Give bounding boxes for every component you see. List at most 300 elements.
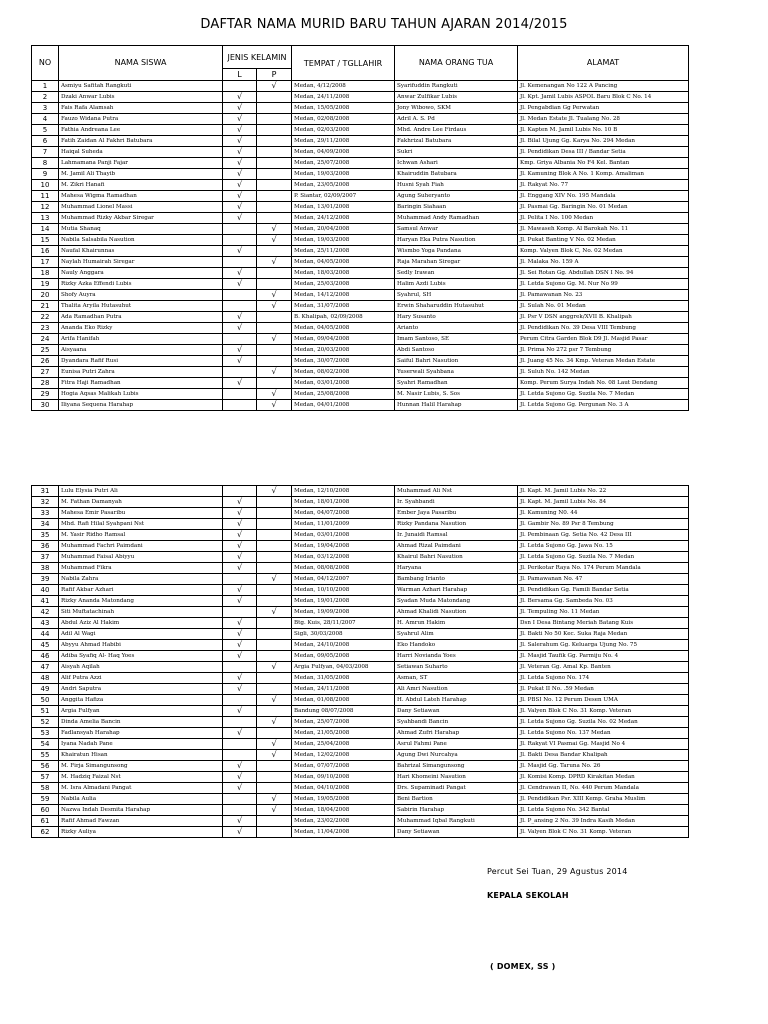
student-name: Abdul Aziz Al Hakim — [59, 618, 223, 629]
parent-name: Muhammad Andy Ramadhan — [395, 213, 518, 224]
row-no: 49 — [32, 684, 59, 695]
table-row — [32, 323, 689, 334]
row-no: 16 — [32, 246, 59, 257]
birth-place-date: Medan, 25/03/2008 — [292, 279, 395, 290]
address: Jl. Kemenangan No 122 A Pancing — [518, 81, 689, 92]
student-name: Eunisa Putri Zahra — [59, 367, 223, 378]
header-nama-siswa: NAMA SISWA — [59, 46, 223, 81]
gender-l-check: √ — [223, 728, 257, 739]
birth-place-date: Medan, 15/05/2008 — [292, 103, 395, 114]
student-name: Iyana Nadah Pane — [59, 739, 223, 750]
parent-name: Beni Bartion — [395, 794, 518, 805]
table-row — [32, 684, 689, 695]
gender-p-check: √ — [257, 235, 292, 246]
address: Jl. Pelita I No. 100 Medan — [518, 213, 689, 224]
gender-p-check — [257, 827, 292, 838]
student-name: Andri Saputra — [59, 684, 223, 695]
parent-name: Ember Jaya Pasaribu — [395, 508, 518, 519]
parent-name: Bambang Irianto — [395, 574, 518, 585]
address: Jl. P_ansing 2 No. 39 Indra Kasih Medan — [518, 816, 689, 827]
gender-p-check — [257, 706, 292, 717]
address: Jl. Veteran Gg. Amal Kp. Banten — [518, 662, 689, 673]
address: Jl. Rakyat VI Pasmai Gg. Masjid No 4 — [518, 739, 689, 750]
birth-place-date: Medan, 18/03/2008 — [292, 268, 395, 279]
row-no: 12 — [32, 202, 59, 213]
gender-p-check: √ — [257, 224, 292, 235]
row-no: 30 — [32, 400, 59, 411]
parent-name: Syahrul, SH — [395, 290, 518, 301]
birth-place-date: Medan, 02/03/2008 — [292, 125, 395, 136]
address: Jl. Pendidikan Gg. Famili Bandar Setia — [518, 585, 689, 596]
gender-l-check: √ — [223, 552, 257, 563]
address: Jl. Letda Sujono Gg. Pergunan No. 3 A — [518, 400, 689, 411]
birth-place-date: Medan, 18/04/2008 — [292, 805, 395, 816]
table-row — [32, 257, 689, 268]
address: Perum Citra Garden Blok D9 Jl. Masjid Pasar — [518, 334, 689, 345]
address: Jl. Kapt. M. Jamil Lubis No. 22 — [518, 486, 689, 497]
gender-p-check — [257, 268, 292, 279]
table-row — [32, 618, 689, 629]
row-no: 40 — [32, 585, 59, 596]
birth-place-date: Medan, 04/10/2008 — [292, 783, 395, 794]
parent-name: Fakhrizal Batubara — [395, 136, 518, 147]
student-name: Siti Muftatachinah — [59, 607, 223, 618]
table-row — [32, 706, 689, 717]
table-row — [32, 541, 689, 552]
parent-name: Ali Amri Nasution — [395, 684, 518, 695]
student-name: Mutia Shanaq — [59, 224, 223, 235]
address: Jl. Gambir No. 89 Psr 8 Tembung — [518, 519, 689, 530]
address: Jl. Komisi Komp. DPRD Kirakitan Medan — [518, 772, 689, 783]
row-no: 46 — [32, 651, 59, 662]
table-row — [32, 728, 689, 739]
address: Jl. Pengabdian Gg Perwatan — [518, 103, 689, 114]
address: Jl. Salerahum Gg. Keluarga Ujung No. 75 — [518, 640, 689, 651]
row-no: 7 — [32, 147, 59, 158]
gender-p-check — [257, 147, 292, 158]
row-no: 3 — [32, 103, 59, 114]
row-no: 47 — [32, 662, 59, 673]
gender-p-check: √ — [257, 400, 292, 411]
address: Jl. Kamuning Blok A No. 1 Komp. Amaliman — [518, 169, 689, 180]
row-no: 22 — [32, 312, 59, 323]
student-table-top — [31, 45, 689, 411]
student-name: Abyyu Ahmad Habibi — [59, 640, 223, 651]
student-name: Iliyana Sequena Harahap — [59, 400, 223, 411]
birth-place-date: Btg. Kuis, 28/11/2007 — [292, 618, 395, 629]
gender-p-check — [257, 816, 292, 827]
table-row — [32, 497, 689, 508]
row-no: 5 — [32, 125, 59, 136]
address: Jl. Pendidikan Psr. XIII Kemp. Graha Muslim — [518, 794, 689, 805]
gender-l-check — [223, 794, 257, 805]
row-no: 58 — [32, 783, 59, 794]
address: Dsn I Desa Bintang Meriah Batang Kuis — [518, 618, 689, 629]
table-row — [32, 783, 689, 794]
student-name: Fatih Zaidan Al Fakhri Batubara — [59, 136, 223, 147]
student-name: M. Zikri Hanafi — [59, 180, 223, 191]
student-name: Haiqal Suheda — [59, 147, 223, 158]
gender-l-check: √ — [223, 213, 257, 224]
gender-l-check: √ — [223, 169, 257, 180]
gender-p-check: √ — [257, 301, 292, 312]
birth-place-date: Argia Fulfyan, 04/03/2008 — [292, 662, 395, 673]
birth-place-date: Medan, 07/07/2008 — [292, 761, 395, 772]
address: Jl. Malaka No. 159 A — [518, 257, 689, 268]
birth-place-date: Medan, 11/04/2008 — [292, 827, 395, 838]
birth-place-date: Medan, 19/04/2008 — [292, 541, 395, 552]
table-row — [32, 574, 689, 585]
gender-p-check — [257, 585, 292, 596]
student-name: Fitra Haji Ramadhan — [59, 378, 223, 389]
gender-p-check — [257, 596, 292, 607]
table-row — [32, 301, 689, 312]
gender-p-check — [257, 541, 292, 552]
parent-name: Ahmad Khalidi Nasution — [395, 607, 518, 618]
table-row — [32, 224, 689, 235]
table-row — [32, 290, 689, 301]
gender-l-check: √ — [223, 827, 257, 838]
parent-name: Ichwan Ashari — [395, 158, 518, 169]
student-name: Mahesa Wigma Ramadhan — [59, 191, 223, 202]
parent-name: Asman, ST — [395, 673, 518, 684]
parent-name: Harri Novianda Yoes — [395, 651, 518, 662]
row-no: 57 — [32, 772, 59, 783]
student-name: M. Firja Simangunsong — [59, 761, 223, 772]
address: Jl. Pendidikan Desa III / Bandar Setia — [518, 147, 689, 158]
row-no: 42 — [32, 607, 59, 618]
row-no: 17 — [32, 257, 59, 268]
student-rows-bottom — [32, 486, 689, 838]
address: Jl. Pukat II No. .59 Medan — [518, 684, 689, 695]
parent-name: Hari Khomeini Nasution — [395, 772, 518, 783]
row-no: 59 — [32, 794, 59, 805]
student-name: Ananda Eko Rizky — [59, 323, 223, 334]
gender-l-check — [223, 607, 257, 618]
parent-name: Haryana — [395, 563, 518, 574]
parent-name: Asrul Fahmi Pane — [395, 739, 518, 750]
address: Jl. Letda Sujono No. 137 Medan — [518, 728, 689, 739]
birth-place-date: Medan, 20/03/2008 — [292, 345, 395, 356]
gender-l-check: √ — [223, 378, 257, 389]
gender-l-check: √ — [223, 246, 257, 257]
gender-l-check: √ — [223, 180, 257, 191]
student-name: Rafif Ahmad Fawzan — [59, 816, 223, 827]
header-nama-orang-tua: NAMA ORANG TUA — [395, 46, 518, 81]
row-no: 8 — [32, 158, 59, 169]
header-l: L — [223, 69, 257, 81]
gender-l-check — [223, 739, 257, 750]
gender-l-check: √ — [223, 816, 257, 827]
table-row — [32, 356, 689, 367]
gender-l-check: √ — [223, 530, 257, 541]
gender-l-check — [223, 486, 257, 497]
row-no: 9 — [32, 169, 59, 180]
gender-p-check — [257, 191, 292, 202]
student-name: Lahmamana Panji Fajar — [59, 158, 223, 169]
table-row — [32, 136, 689, 147]
parent-name: Sabirin Harahap — [395, 805, 518, 816]
birth-place-date: Medan, 14/12/2008 — [292, 290, 395, 301]
parent-name: M. Nasir Lubis, S. Sos — [395, 389, 518, 400]
row-no: 24 — [32, 334, 59, 345]
gender-l-check — [223, 290, 257, 301]
address: Jl. Letda Sujono Gg. Suzila No. 7 Medan — [518, 552, 689, 563]
parent-name: Mhd. Andre Lee Firdaus — [395, 125, 518, 136]
parent-name: Agung Dwi Nurcahya — [395, 750, 518, 761]
gender-l-check — [223, 81, 257, 92]
table-row — [32, 486, 689, 497]
student-name: Asmiyu Safitah Rangkuti — [59, 81, 223, 92]
student-name: Dinda Amelia Bancin — [59, 717, 223, 728]
address: Jl. Masjid Gg. Taruna No. 26 — [518, 761, 689, 772]
gender-p-check: √ — [257, 695, 292, 706]
student-name: Fais Rafa Alamsah — [59, 103, 223, 114]
address: Jl. Masjid Taufik Gg. Parmiju No. 4 — [518, 651, 689, 662]
birth-place-date: Medan, 04/09/2008 — [292, 147, 395, 158]
address: Jl. Kpt. Jamil Lubis ASPOL Baru Blok C No. 14 — [518, 92, 689, 103]
table-row — [32, 761, 689, 772]
gender-l-check: √ — [223, 629, 257, 640]
gender-p-check — [257, 356, 292, 367]
row-no: 25 — [32, 345, 59, 356]
gender-p-check — [257, 114, 292, 125]
gender-l-check — [223, 301, 257, 312]
gender-p-check — [257, 761, 292, 772]
address: Jl. Enggang XIV No. 195 Mandala — [518, 191, 689, 202]
birth-place-date: Sigli, 30/03/2008 — [292, 629, 395, 640]
parent-name: Ir. Syahbandi — [395, 497, 518, 508]
student-name: Aisyaana — [59, 345, 223, 356]
gender-l-check: √ — [223, 92, 257, 103]
address: Jl. Suluh No. 142 Medan — [518, 367, 689, 378]
student-rows-top — [32, 81, 689, 411]
gender-p-check: √ — [257, 750, 292, 761]
parent-name: Muhammad Iqbal Rangkuti — [395, 816, 518, 827]
gender-l-check: √ — [223, 640, 257, 651]
address: Jl. Kapten M. Jamil Lubis No. 10 B — [518, 125, 689, 136]
birth-place-date: Medan, 23/02/2008 — [292, 816, 395, 827]
parent-name: Halim Azdi Lubis — [395, 279, 518, 290]
table-row — [32, 103, 689, 114]
row-no: 53 — [32, 728, 59, 739]
gender-p-check — [257, 772, 292, 783]
student-name: Lulu Elysia Putri Ali — [59, 486, 223, 497]
gender-p-check — [257, 728, 292, 739]
row-no: 11 — [32, 191, 59, 202]
gender-p-check — [257, 640, 292, 651]
parent-name: Sukri — [395, 147, 518, 158]
birth-place-date: P. Siantar, 02/09/2007 — [292, 191, 395, 202]
table-row — [32, 629, 689, 640]
birth-place-date: Medan, 25/04/2008 — [292, 739, 395, 750]
parent-name: Hunnan Halil Harahap — [395, 400, 518, 411]
birth-place-date: Medan, 19/03/2008 — [292, 235, 395, 246]
table-row — [32, 651, 689, 662]
parent-name: H. Abdul Lateh Harahap — [395, 695, 518, 706]
row-no: 41 — [32, 596, 59, 607]
parent-name: Bahrizal Simangunsong — [395, 761, 518, 772]
student-name: Fathia Andreana Lee — [59, 125, 223, 136]
row-no: 20 — [32, 290, 59, 301]
gender-p-check: √ — [257, 805, 292, 816]
gender-l-check — [223, 717, 257, 728]
gender-l-check — [223, 750, 257, 761]
table-row — [32, 114, 689, 125]
gender-p-check: √ — [257, 662, 292, 673]
table-row — [32, 695, 689, 706]
address: Komp. Perum Surya Indah No. 08 Laut Dendang — [518, 378, 689, 389]
gender-p-check — [257, 378, 292, 389]
address: Komp. Valyen Blok C, No. 02 Medan — [518, 246, 689, 257]
student-name: Muhammad Fachri Paimdani — [59, 541, 223, 552]
parent-name: Raja Marahan Siregar — [395, 257, 518, 268]
gender-l-check: √ — [223, 356, 257, 367]
student-table-bottom — [31, 485, 689, 838]
parent-name: Drs. Supaminadi Pangat — [395, 783, 518, 794]
student-name: Mhd. Rafi Hilal Syahpani Nst — [59, 519, 223, 530]
gender-l-check — [223, 805, 257, 816]
table-row — [32, 246, 689, 257]
gender-p-check — [257, 783, 292, 794]
parent-name: Syahbandi Bancin — [395, 717, 518, 728]
birth-place-date: Medan, 24/12/2008 — [292, 213, 395, 224]
gender-p-check: √ — [257, 81, 292, 92]
row-no: 43 — [32, 618, 59, 629]
gender-p-check — [257, 618, 292, 629]
gender-p-check — [257, 563, 292, 574]
parent-name: Adril A. S. Pd — [395, 114, 518, 125]
table-row — [32, 552, 689, 563]
row-no: 31 — [32, 486, 59, 497]
student-name: Adil Al Wagi — [59, 629, 223, 640]
row-no: 23 — [32, 323, 59, 334]
gender-p-check — [257, 497, 292, 508]
birth-place-date: Medan, 02/08/2008 — [292, 114, 395, 125]
table-row — [32, 519, 689, 530]
address: Jl. Letda Sujono Gg. Jawa No. 15 — [518, 541, 689, 552]
principal-name: ( DOMEX, SS ) — [490, 962, 556, 971]
birth-place-date: Medan, 13/01/2008 — [292, 202, 395, 213]
birth-place-date: Medan, 10/10/2008 — [292, 585, 395, 596]
table-row — [32, 673, 689, 684]
row-no: 15 — [32, 235, 59, 246]
table-row — [32, 158, 689, 169]
gender-l-check: √ — [223, 563, 257, 574]
birth-place-date: Medan, 18/01/2008 — [292, 497, 395, 508]
birth-place-date: Medan, 09/05/2008 — [292, 651, 395, 662]
table-row — [32, 312, 689, 323]
gender-p-check: √ — [257, 607, 292, 618]
address: Jl. Valyen Blok C No. 31 Komp. Veteran — [518, 827, 689, 838]
row-no: 44 — [32, 629, 59, 640]
parent-name: Rizky Pandana Nasution — [395, 519, 518, 530]
parent-name: Warman Azhari Harahap — [395, 585, 518, 596]
gender-p-check — [257, 508, 292, 519]
gender-l-check: √ — [223, 519, 257, 530]
row-no: 10 — [32, 180, 59, 191]
gender-p-check — [257, 312, 292, 323]
student-name: Alif Putra Azzi — [59, 673, 223, 684]
parent-name: Eko Handoko — [395, 640, 518, 651]
gender-l-check: √ — [223, 191, 257, 202]
gender-p-check — [257, 651, 292, 662]
gender-l-check: √ — [223, 541, 257, 552]
place-date: Percut Sei Tuan, 29 Agustus 2014 — [487, 867, 628, 876]
parent-name: Setiawan Suharto — [395, 662, 518, 673]
row-no: 51 — [32, 706, 59, 717]
row-no: 19 — [32, 279, 59, 290]
address: Jl. Cendrawan II, No. 440 Perum Mandala — [518, 783, 689, 794]
student-name: Muhammad Faisal Abiyyu — [59, 552, 223, 563]
table-row — [32, 662, 689, 673]
parent-name: Samsul Anwar — [395, 224, 518, 235]
parent-name: Syahrul Alim — [395, 629, 518, 640]
student-name: Ada Ramadhan Putra — [59, 312, 223, 323]
header-no: NO — [32, 46, 59, 81]
row-no: 56 — [32, 761, 59, 772]
row-no: 61 — [32, 816, 59, 827]
gender-p-check: √ — [257, 486, 292, 497]
table-row — [32, 180, 689, 191]
birth-place-date: Medan, 04/05/2008 — [292, 323, 395, 334]
table-row — [32, 805, 689, 816]
address: Jl. PBSI No. 12 Perum Desen UMA — [518, 695, 689, 706]
address: Jl. Bersama Gg. Sambeda No. 03 — [518, 596, 689, 607]
student-name: Muhammad Rizky Akbar Siregar — [59, 213, 223, 224]
gender-l-check: √ — [223, 497, 257, 508]
table-row — [32, 334, 689, 345]
row-no: 62 — [32, 827, 59, 838]
table-row — [32, 268, 689, 279]
student-name: Arifa Hanifah — [59, 334, 223, 345]
table-row — [32, 530, 689, 541]
table-row — [32, 640, 689, 651]
gender-p-check — [257, 530, 292, 541]
gender-l-check: √ — [223, 618, 257, 629]
birth-place-date: Medan, 03/12/2008 — [292, 552, 395, 563]
table-row — [32, 816, 689, 827]
row-no: 28 — [32, 378, 59, 389]
gender-p-check — [257, 169, 292, 180]
gender-l-check: √ — [223, 158, 257, 169]
student-name: Rizky Azka Effendi Lubis — [59, 279, 223, 290]
table-row — [32, 739, 689, 750]
birth-place-date: Medan, 25/11/2008 — [292, 246, 395, 257]
birth-place-date: Medan, 12/02/2008 — [292, 750, 395, 761]
student-name: Anggita Hafiza — [59, 695, 223, 706]
row-no: 2 — [32, 92, 59, 103]
student-name: Rafif Akbar Azhari — [59, 585, 223, 596]
gender-l-check: √ — [223, 147, 257, 158]
gender-p-check — [257, 345, 292, 356]
table-row — [32, 279, 689, 290]
gender-p-check — [257, 180, 292, 191]
address: Jl. Letda Sujono Gg. M. Nur No 99 — [518, 279, 689, 290]
student-name: Adiba Syafiq Al- Haq Yoes — [59, 651, 223, 662]
row-no: 18 — [32, 268, 59, 279]
gender-l-check — [223, 257, 257, 268]
student-name: M. Jamil Ali Thayib — [59, 169, 223, 180]
table-row — [32, 508, 689, 519]
address: Jl. Tempuling No. 11 Medan — [518, 607, 689, 618]
table-row — [32, 717, 689, 728]
student-name: Thalita Aryila Hutasuhut — [59, 301, 223, 312]
table-row — [32, 125, 689, 136]
student-name: Rizky Ananda Matondang — [59, 596, 223, 607]
student-name: Naufal Khairunnas — [59, 246, 223, 257]
parent-name: Sedly Irawan — [395, 268, 518, 279]
